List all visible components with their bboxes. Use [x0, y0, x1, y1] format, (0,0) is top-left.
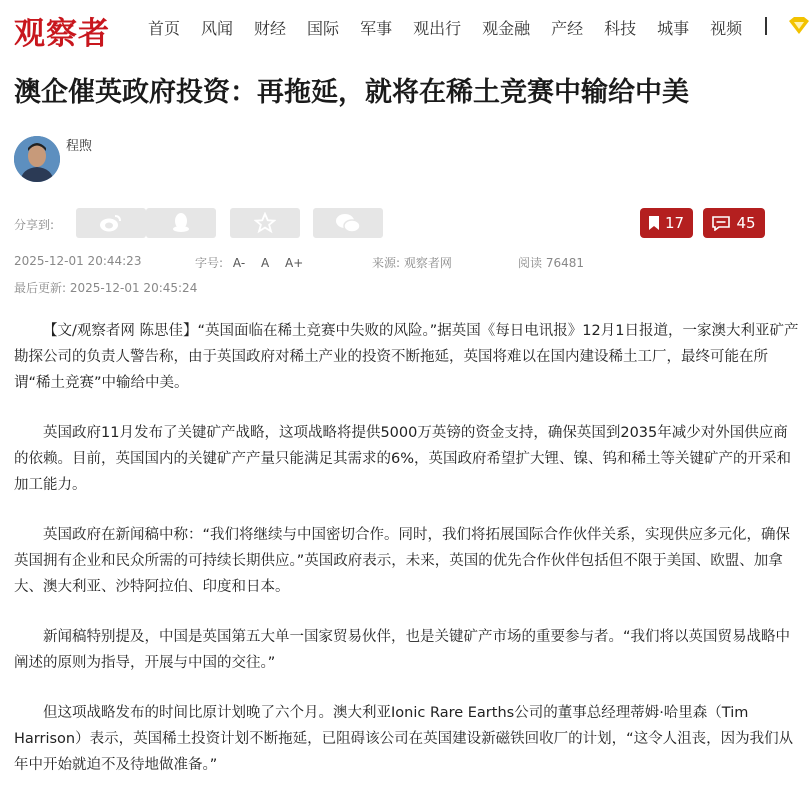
- updated-label: 最后更新:: [14, 281, 67, 295]
- article-title: 澳企催英政府投资：再拖延，就将在稀土竞赛中输给中美: [14, 77, 689, 108]
- star-icon: [254, 212, 276, 234]
- article-paragraph: 【文/观察者网 陈思佳】“英国面临在稀土竞赛中失败的风险。”据英国《每日电讯报》12月1日报道，一家澳大利亚矿产勘探公司的负责人警告称，由于英国政府对稀土产业的投资不断拖延，英国将难以在国内建设稀土工厂，最终可能在所谓“稀土竞赛”中输给中美。: [14, 323, 799, 391]
- nav-item-military[interactable]: 军事: [360, 19, 393, 38]
- font-size-control: [195, 254, 303, 271]
- share-qq-button[interactable]: [146, 208, 216, 238]
- last-updated: [14, 279, 197, 296]
- article-body: [14, 318, 800, 802]
- source-name: 观察者网: [403, 256, 452, 270]
- source-label: 来源:: [372, 256, 401, 270]
- weibo-icon: [99, 213, 123, 233]
- share-wechat-button[interactable]: [313, 208, 383, 238]
- source-info: [372, 254, 452, 271]
- nav-item-international[interactable]: 国际: [307, 19, 340, 38]
- nav-item-city[interactable]: 城事: [657, 19, 690, 38]
- nav-item-finance[interactable]: 财经: [254, 19, 287, 38]
- share-weibo-button[interactable]: [76, 208, 146, 238]
- nav-divider: [765, 17, 767, 35]
- font-size-label: 字号:: [195, 256, 224, 270]
- nav-item-tech[interactable]: 科技: [604, 19, 637, 38]
- author-avatar[interactable]: [14, 136, 60, 182]
- bookmark-count: 17: [664, 214, 685, 232]
- font-normal-button[interactable]: A: [260, 256, 270, 270]
- nav-item-fintech[interactable]: 观金融: [482, 19, 531, 38]
- author-name[interactable]: 程煦: [66, 139, 93, 154]
- views-value: 76481: [545, 256, 585, 270]
- publish-time: 2025-12-01 20:44:23: [14, 254, 142, 268]
- font-smaller-button[interactable]: A-: [232, 256, 246, 270]
- nav-item-industry[interactable]: 产经: [551, 19, 584, 38]
- site-logo[interactable]: 观察者: [14, 16, 110, 52]
- bookmark-icon: [649, 216, 659, 230]
- qq-icon: [171, 212, 191, 234]
- article-paragraph: 英国政府在新闻稿中称：“我们将继续与中国密切合作。同时，我们将拓展国际合作伙伴关系，实现供应多元化，确保英国拥有企业和民众所需的可持续长期供应。”英国政府表示，未来，英国的优先合作伙伴包括但不限于美国、欧盟、加拿大、澳大利亚、沙特阿拉伯、印度和日本。: [14, 527, 791, 595]
- article-paragraph: 新闻稿特别提及，中国是英国第五大单一国家贸易伙伴，也是关键矿产市场的重要参与者。“我们将以英国贸易战略中阐述的原则为指导，开展与中国的交往。”: [14, 629, 791, 671]
- comment-icon: [712, 216, 730, 231]
- nav-item-fengwen[interactable]: 风闻: [201, 19, 234, 38]
- wechat-icon: [335, 212, 361, 234]
- article-paragraph: 英国政府11月发布了关键矿产战略，这项战略将提供5000万英镑的资金支持，确保英国到2035年减少对外国供应商的依赖。目前，英国国内的关键矿产产量只能满足其需求的6%，英国政府希望扩大锂、镍、钨和稀土等关键矿产的开采和加工能力。: [14, 425, 791, 493]
- bookmark-button[interactable]: [640, 208, 693, 238]
- favorite-button[interactable]: [230, 208, 300, 238]
- vip-icon[interactable]: [788, 16, 810, 36]
- nav-item-home[interactable]: 首页: [148, 19, 181, 38]
- comment-button[interactable]: [703, 208, 765, 238]
- article-paragraph: 但这项战略发布的时间比原计划晚了六个月。澳大利亚Ionic Rare Earths公司的董事总经理蒂姆·哈里森（Tim Harrison）表示，英国稀土投资计划不断拖延，已阻碍该公司在英国建设新磁铁回收厂的计划，“这令人沮丧，因为我们从年中开始就迫不及待地做准备。”: [14, 705, 794, 773]
- share-label: 分享到:: [14, 218, 55, 232]
- view-count: [518, 254, 584, 271]
- nav-item-video[interactable]: 视频: [710, 19, 743, 38]
- updated-value: 2025-12-01 20:45:24: [69, 281, 198, 295]
- views-label: 阅读: [518, 256, 543, 270]
- font-larger-button[interactable]: A+: [285, 256, 304, 270]
- main-nav: [148, 16, 763, 39]
- comment-count: 45: [736, 214, 756, 232]
- nav-item-travel[interactable]: 观出行: [413, 19, 462, 38]
